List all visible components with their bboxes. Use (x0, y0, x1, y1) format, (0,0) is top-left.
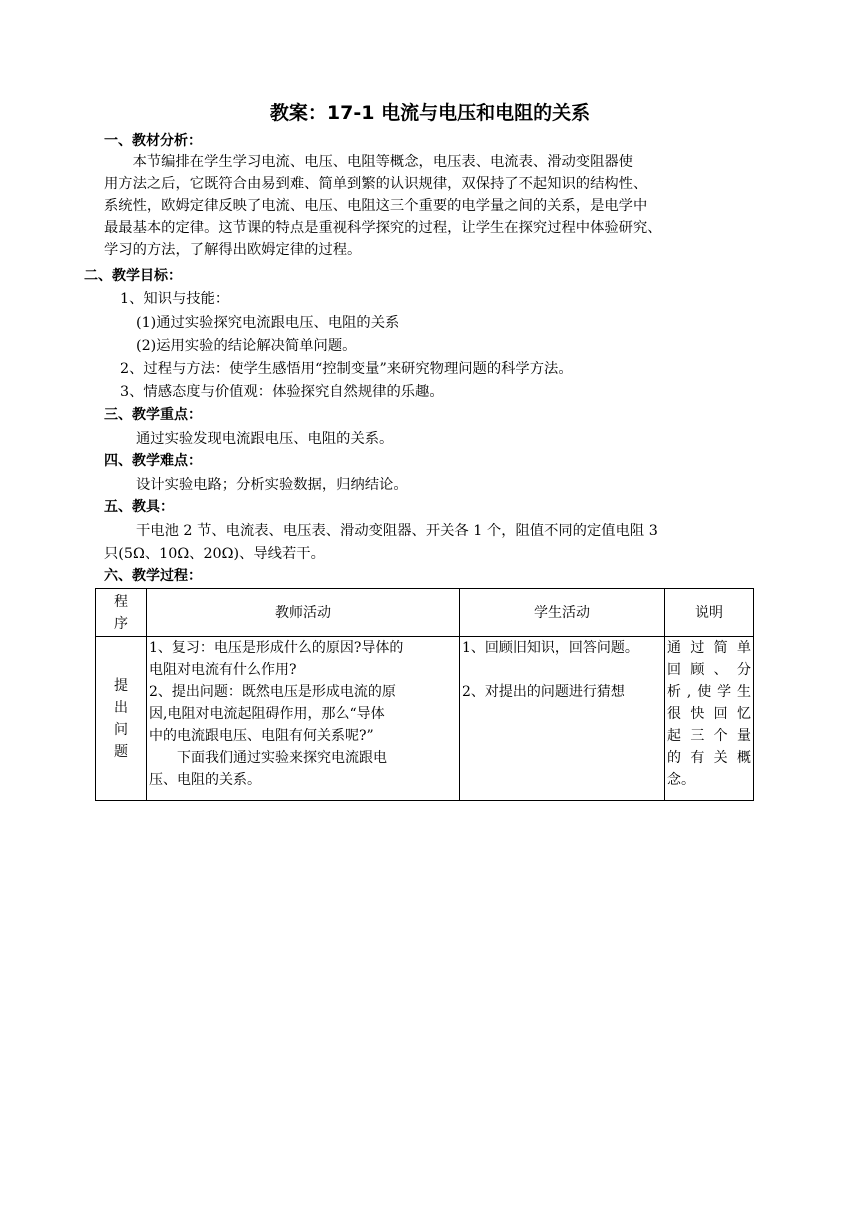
heading-textbook-analysis: 一、教材分析： (104, 133, 202, 149)
heading-difficulties: 四、教学难点： (104, 453, 202, 469)
difficulties-text: 设计实验电路；分析实验数据，归纳结论。 (136, 477, 408, 493)
heading-teaching-process: 六、教学过程： (104, 568, 202, 584)
heading-teaching-aids: 五、教具： (104, 499, 174, 515)
row-teacher-activity: 1、复习：电压是形成什么的原因?导体的 电阻对电流有什么作用? 2、提出问题：既然电压是形成电流的原 因,电阻对电流起阻碍作用，那么“导体 中的电流跟电压、电阻有何关系呢?” 下面我们通过实验来探究电流跟电 压、电阻的关系。 (147, 637, 460, 801)
page-title: 教案：17-1 电流与电压和电阻的关系 (269, 102, 591, 124)
row-notes: 通过简单 回顾、分 析,使学生 很快回忆 起三个量 的有关概 念。 (665, 637, 754, 801)
teaching-aids-line-1: 干电池 2 节、电流表、电压表、滑动变阻器、开关各 1 个，阻值不同的定值电阻 3 (136, 523, 658, 539)
table-row (96, 637, 754, 801)
paragraph-line: 最最基本的定律。这节课的特点是重视科学探究的过程，让学生在探究过程中体验研究、 (104, 220, 662, 236)
goal-item-process: 2、过程与方法：使学生感悟用“控制变量”来研究物理问题的科学方法。 (120, 361, 573, 377)
header-notes: 说明 (665, 589, 754, 637)
header-teacher-activity: 教师活动 (147, 589, 460, 637)
header-procedure: 程 序 (96, 589, 147, 637)
paragraph-line: 系统性，欧姆定律反映了电流、电压、电阻这三个重要的电学量之间的关系，是电学中 (104, 198, 648, 214)
goal-item-attitude: 3、情感态度与价值观：体验探究自然规律的乐趣。 (120, 384, 444, 400)
row-student-activity: 1、回顾旧知识，回答问题。 2、对提出的问题进行猜想 (460, 637, 665, 801)
paragraph-line: 本节编排在学生学习电流、电压、电阻等概念，电压表、电流表、滑动变阻器使 (104, 154, 633, 170)
paragraph-line: 用方法之后，它既符合由易到难、简单到繁的认识规律，双保持了不起知识的结构性、 (104, 176, 648, 192)
teaching-aids-line-2: 只(5Ω、10Ω、20Ω)、导线若干。 (104, 546, 325, 562)
row-procedure: 提 出 问 题 (96, 637, 147, 801)
textbook-analysis-paragraph (104, 151, 764, 261)
goal-subitem-1: (1)通过实验探究电流跟电压、电阻的关系 (136, 315, 400, 331)
header-student-activity: 学生活动 (460, 589, 665, 637)
goal-item-knowledge: 1、知识与技能： (120, 291, 230, 307)
heading-key-points: 三、教学重点： (104, 407, 202, 423)
key-points-text: 通过实验发现电流跟电压、电阻的关系。 (136, 431, 394, 447)
paragraph-line: 学习的方法，了解得出欧姆定律的过程。 (104, 242, 362, 258)
table-header-row (96, 589, 754, 637)
teaching-process-table (95, 588, 754, 801)
goal-subitem-2: (2)运用实验的结论解决简单问题。 (136, 338, 357, 354)
heading-teaching-goals: 二、教学目标： (84, 268, 182, 284)
